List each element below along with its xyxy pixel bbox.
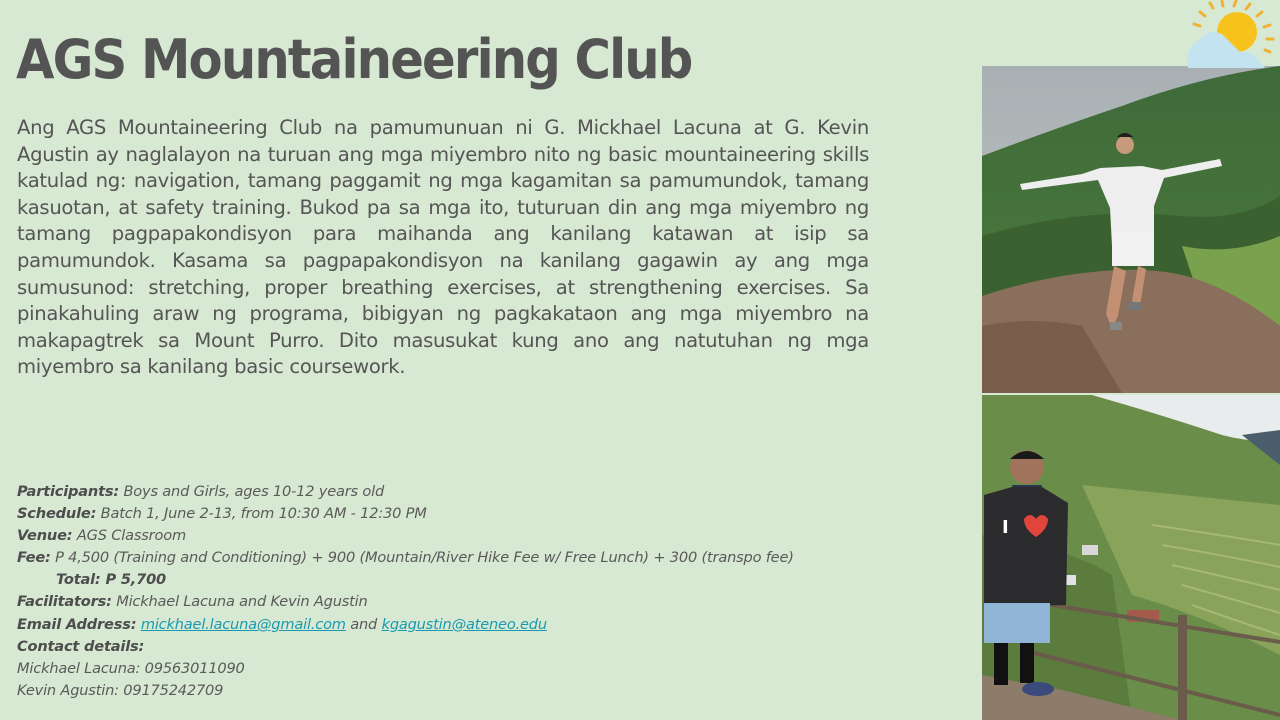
schedule-value: Batch 1, June 2-13, from 10:30 AM - 12:30 PM — [96, 505, 427, 522]
email-label: Email Address: — [17, 616, 137, 633]
email-link-lacuna[interactable]: mickhael.lacuna@gmail.com — [140, 616, 346, 633]
email-joiner: and — [345, 616, 382, 633]
fee-row — [17, 547, 917, 569]
sun-icon — [1170, 0, 1280, 68]
fee-total: Total: P 5,700 — [56, 571, 166, 588]
sun-cloud-decoration — [1170, 0, 1280, 68]
email-row — [17, 614, 917, 636]
club-description: Ang AGS Mountaineering Club na pamumunuan ni G. Mickhael Lacuna at G. Kevin Agustin ay naglalayon na turuan ang mga miyembro nito ng basic mountaineering skills katulad ng: navigation, tamang paggamit ng mga kagamitan sa pamumundok, tamang kasuotan, at safety training. Bukod pa sa mga ito, tuturuan din ang mga miyembro ng tamang pagpapakondisyon para maihanda ang kanilang katawan at isip sa pamumundok. Kasama sa pagpapakondisyon na kanilang gagawin ay ang mga sumusunod: stretching, proper breathing exercises, at strengthening exercises. Sa pinakahuling araw ng programa, bibigyan ng pagkakataon ang mga miyembro na makapagtrek sa Mount Purro. Dito masusukat kung ano ang natutuhan ng mga miyembro sa kanilang basic coursework. — [17, 116, 869, 379]
terraces-photo-image — [982, 395, 1280, 720]
schedule-row — [17, 503, 917, 525]
fee-value: P 4,500 (Training and Conditioning) + 900 (Mountain/River Hike Fee w/ Free Lunch) + 300 (transpo fee) — [50, 549, 794, 566]
venue-label: Venue: — [17, 527, 73, 544]
photo-rice-terraces — [982, 395, 1280, 720]
contact-label: Contact details: — [17, 638, 145, 655]
venue-row — [17, 525, 917, 547]
participants-label: Participants: — [17, 483, 120, 500]
email-link-agustin[interactable]: kgagustin@ateneo.edu — [381, 616, 547, 633]
facilitators-label: Facilitators: — [17, 593, 112, 610]
page-title: AGS Mountaineering Club — [16, 28, 692, 91]
svg-text:I: I — [1002, 517, 1009, 538]
facilitators-value: Mickhael Lacuna and Kevin Agustin — [111, 593, 368, 610]
fee-label: Fee: — [17, 549, 51, 566]
photo-column — [982, 66, 1280, 720]
contact-lacuna: Mickhael Lacuna: 09563011090 — [17, 660, 245, 677]
contact-agustin: Kevin Agustin: 09175242709 — [17, 682, 224, 699]
venue-value: AGS Classroom — [72, 527, 186, 544]
participants-row — [17, 481, 917, 503]
facilitators-row — [17, 591, 917, 613]
program-details — [17, 481, 917, 702]
photo-mountain-summit — [982, 66, 1280, 393]
summit-photo-image — [982, 66, 1280, 393]
participants-value: Boys and Girls, ages 10-12 years old — [119, 483, 385, 500]
schedule-label: Schedule: — [17, 505, 97, 522]
